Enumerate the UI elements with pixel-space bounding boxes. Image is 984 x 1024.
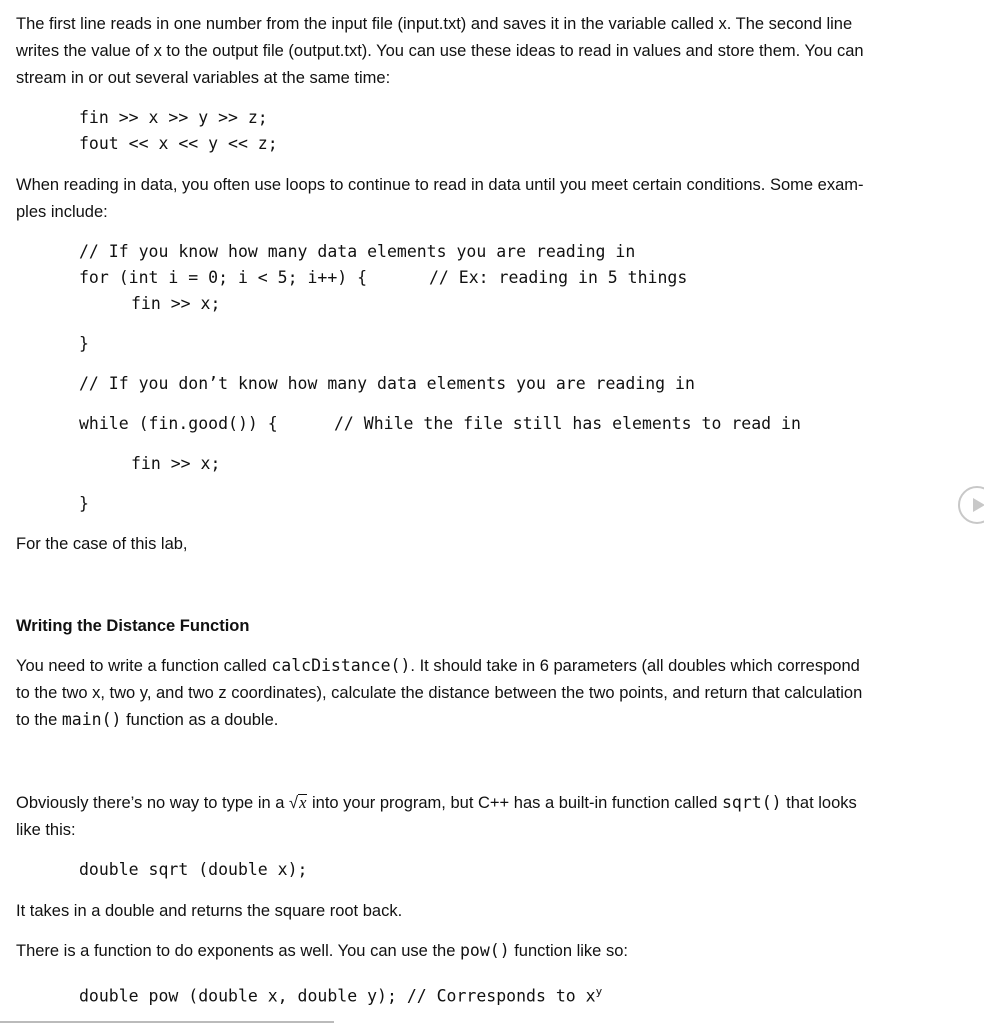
section-p1-line3-b: function as a double. (121, 711, 279, 729)
sqrt-text-b: into your program, but C++ has a built-in function called (307, 794, 722, 812)
code-stream-out: fout << x << y << z; (79, 134, 278, 153)
code-while-header: while (fin.good()) { (79, 414, 278, 433)
radical-sign: √ (289, 794, 299, 812)
code-while-inline-comment: // While the file still has elements to read in (334, 414, 801, 433)
play-button[interactable] (958, 486, 984, 524)
section-p1-text-a: You need to write a function called (16, 657, 272, 675)
sqrt-line-2: like this: (16, 821, 76, 839)
intro-line-3: stream in or out several variables at the same time: (16, 69, 391, 87)
sqrt-formula (289, 793, 307, 813)
pow-text-b: function like so: (509, 942, 628, 960)
code-sqrt-signature: double sqrt (double x); (79, 860, 308, 879)
code-for-body: fin >> x; (131, 294, 221, 313)
section-p1-line-3 (16, 710, 278, 730)
calcdistance-code: calcDistance() (271, 656, 411, 675)
pow-text-a: There is a function to do exponents as well. You can use the (16, 942, 460, 960)
code-while-close: } (79, 494, 89, 513)
pow-line (16, 941, 628, 961)
page-bottom-rule (0, 1021, 334, 1023)
intro-line-1: The first line reads in one number from the input file (input.txt) and saves it in the variable called x. The second line (16, 15, 853, 33)
code-stream-in: fin >> x >> y >> z; (79, 108, 268, 127)
play-icon (973, 498, 984, 512)
code-while-body: fin >> x; (131, 454, 221, 473)
code-for-close: } (79, 334, 89, 353)
section-p1-line-2: to the two x, two y, and two z coordinates), calculate the distance between the two points, and return that calculation (16, 684, 863, 702)
sqrt-line-1 (16, 793, 857, 813)
code-for-header: for (int i = 0; i < 5; i++) { (79, 268, 368, 287)
code-pow-text: double pow (double x, double y); // Corresponds to x (79, 986, 596, 1006)
section-p1-text-b: . It should take in 6 parameters (all doubles which correspond (410, 657, 860, 675)
code-for-comment: // If you know how many data elements you are reading in (79, 242, 636, 261)
radicand-x: x (299, 793, 307, 812)
section-p1-line3-a: to the (16, 711, 62, 729)
loops-line-1: When reading in data, you often use loops to continue to read in data until you meet certain conditions. Some exam- (16, 176, 864, 194)
sqrt-text-a: Obviously there’s no way to type in a (16, 794, 290, 812)
pow-code-inline: pow() (459, 941, 510, 960)
sqrt-return-text: It takes in a double and returns the square root back. (16, 902, 403, 920)
sqrt-text-c: that looks (781, 794, 857, 812)
intro-line-2: writes the value of x to the output file (output.txt). You can use these ideas to read in values and store them. You can (16, 42, 864, 60)
sqrt-code-inline: sqrt() (721, 793, 782, 812)
section-p1-line-1 (16, 656, 860, 676)
main-code: main() (61, 710, 122, 729)
section-title: Writing the Distance Function (16, 617, 250, 635)
code-pow-signature (79, 982, 602, 1007)
code-while-comment: // If you don’t know how many data elements you are reading in (79, 374, 695, 393)
code-for-inline-comment: // Ex: reading in 5 things (429, 268, 688, 287)
loops-line-2: ples include: (16, 203, 108, 221)
code-pow-superscript: y (595, 985, 603, 998)
lab-case-text: For the case of this lab, (16, 535, 188, 553)
